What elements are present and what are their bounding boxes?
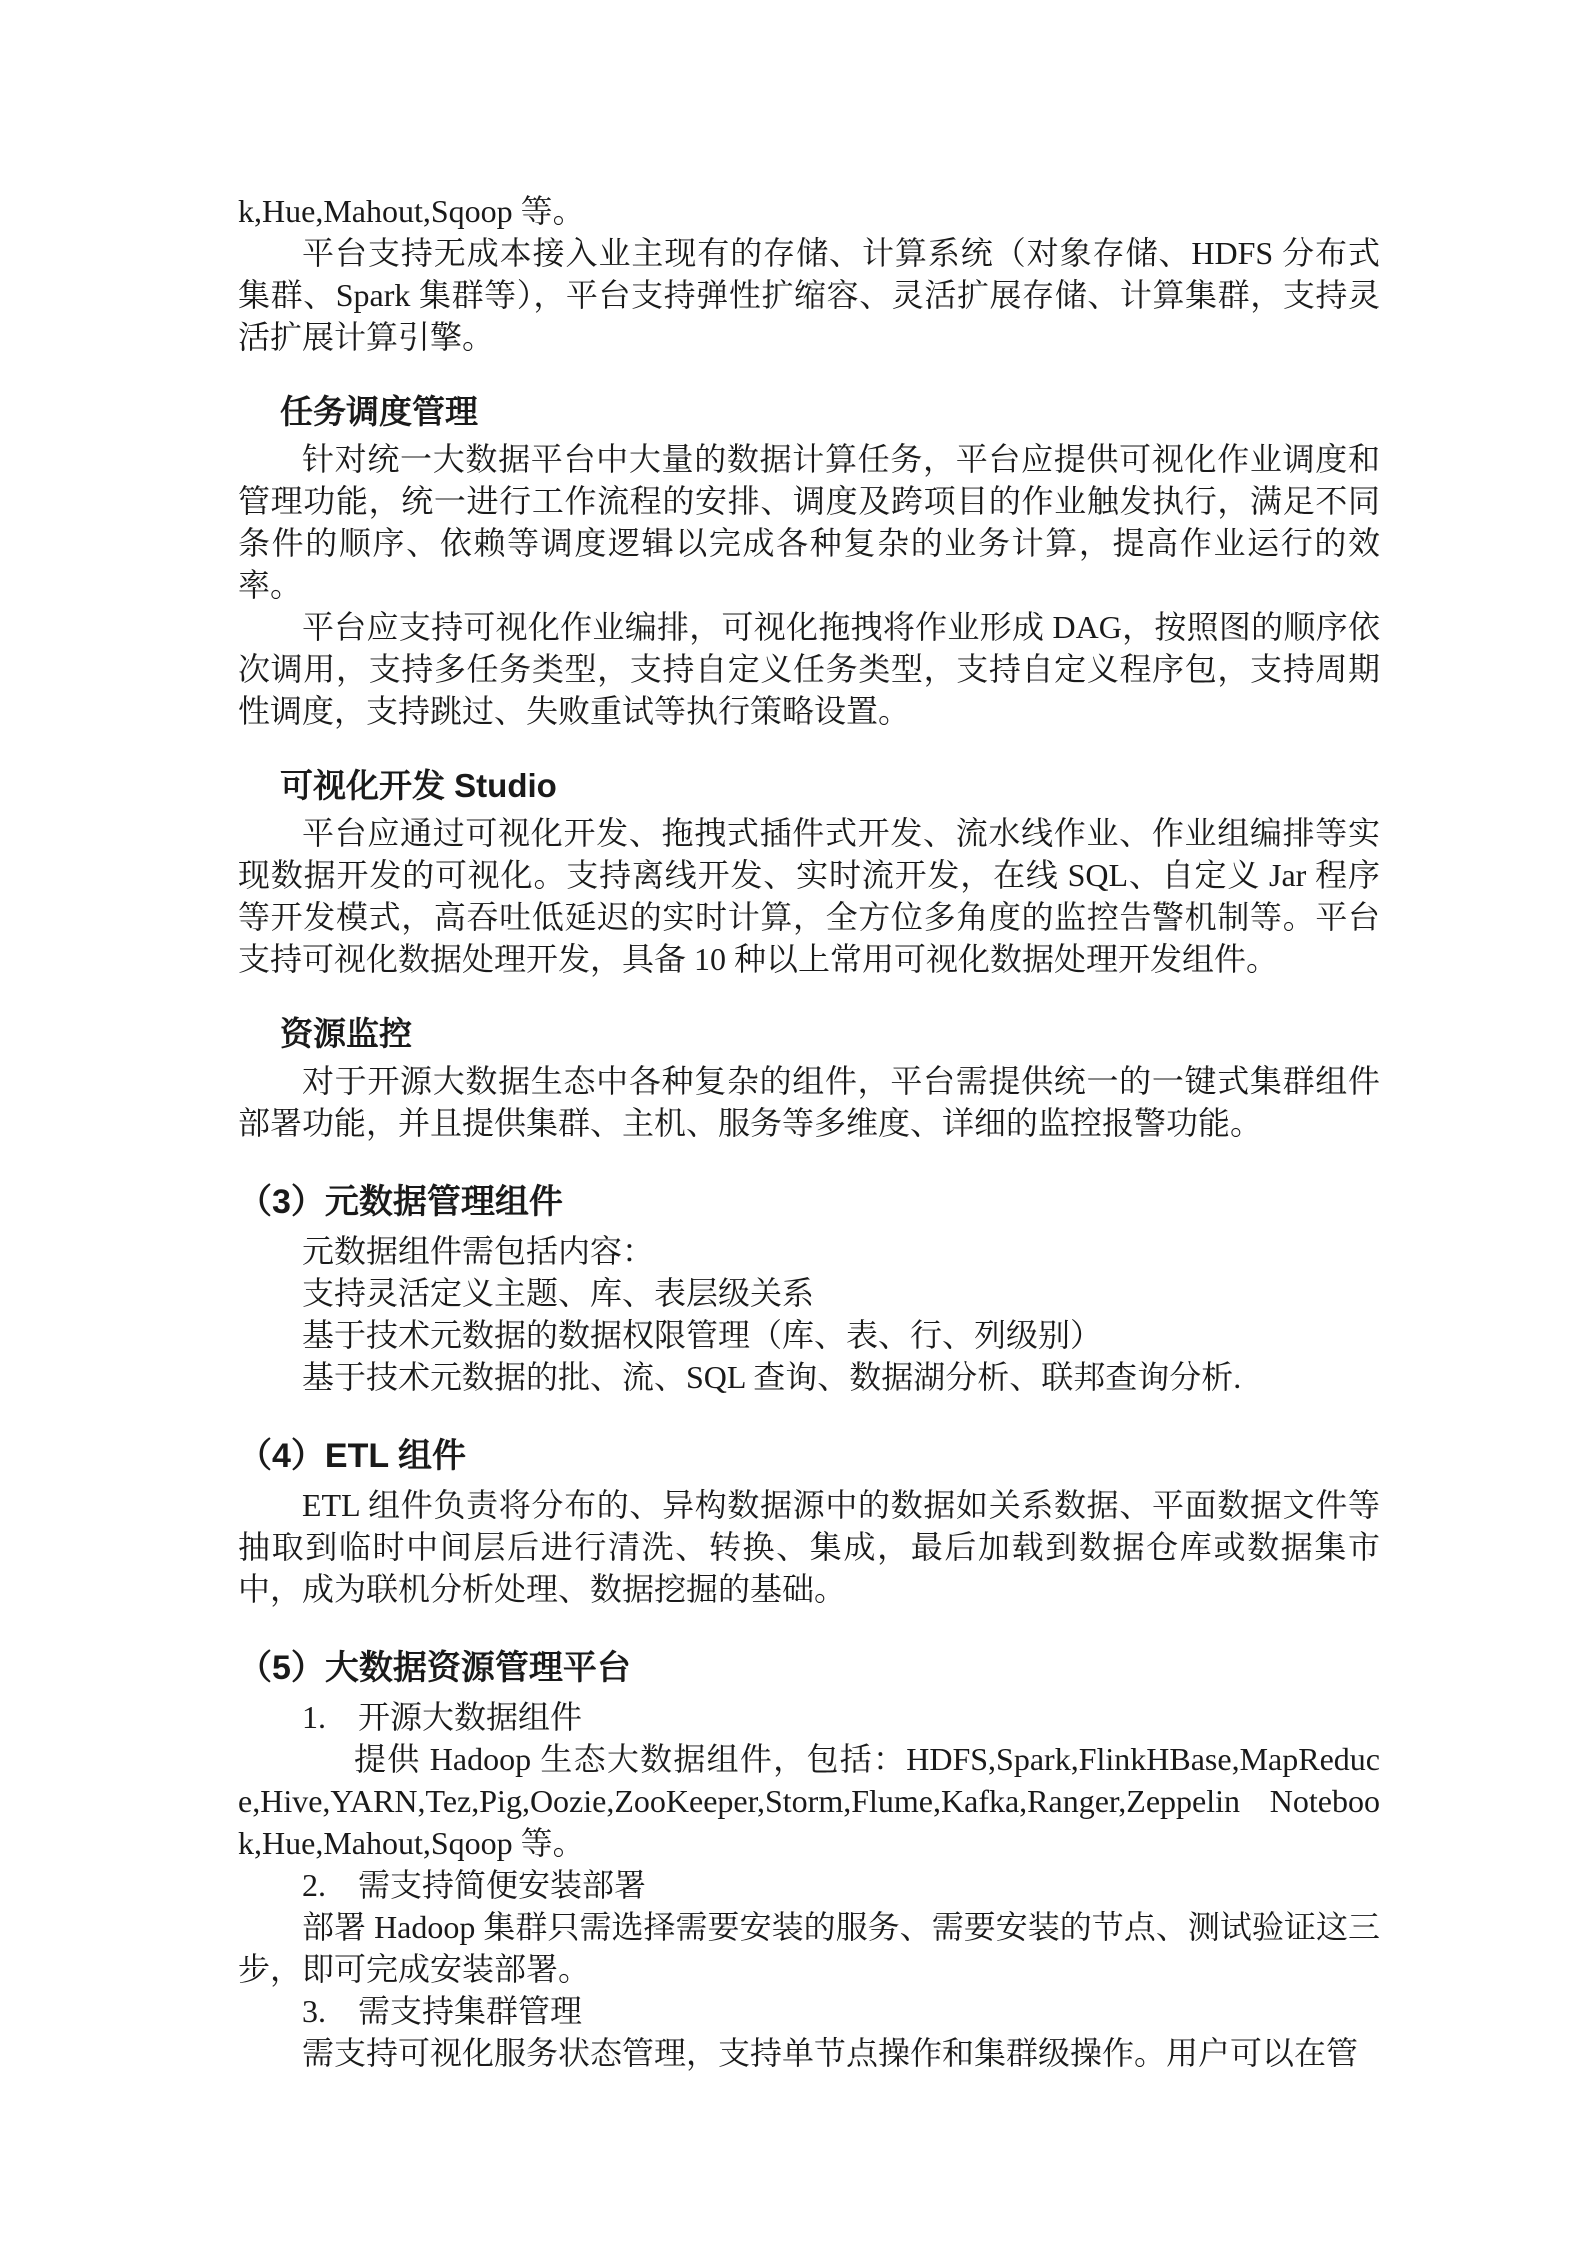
platform-item-1 <box>302 1696 1380 1738</box>
platform-item-3-label: 需支持集群管理 <box>358 1993 583 2029</box>
task-scheduling-paragraph-2: 平台应支持可视化作业编排，可视化拖拽将作业形成 DAG，按照图的顺序依次调用，支持多任务类型，支持自定义任务类型，支持自定义程序包，支持周期性调度，支持跳过、失败重试等执行策略设置。 <box>238 609 1380 729</box>
document-content <box>238 190 1380 2074</box>
platform-item-3-paragraph: 需支持可视化服务状态管理，支持单节点操作和集群级操作。用户可以在管 <box>302 2035 1359 2071</box>
intro-paragraph: 平台支持无成本接入业主现有的存储、计算系统（对象存储、HDFS 分布式集群、Spark 集群等），平台支持弹性扩缩容、灵活扩展存储、计算集群，支持灵活扩展计算引擎。 <box>238 235 1380 355</box>
metadata-line-permissions: 基于技术元数据的数据权限管理（库、表、行、列级别） <box>302 1317 1103 1353</box>
section-heading-etl-component: （4）ETL 组件 <box>238 1437 466 1475</box>
metadata-line-topics: 支持灵活定义主题、库、表层级关系 <box>302 1275 815 1311</box>
platform-item-1-number: 1. <box>302 1699 326 1735</box>
intro-continuation-line: k,Hue,Mahout,Sqoop 等。 <box>238 193 585 229</box>
platform-item-2-number: 2. <box>302 1867 326 1903</box>
visual-studio-paragraph: 平台应通过可视化开发、拖拽式插件式开发、流水线作业、作业组编排等实现数据开发的可视化。支持离线开发、实时流开发，在线 SQL、自定义 Jar 程序等开发模式，高吞吐低延迟的实时计算，全方位多角度的监控告警机制等。平台支持可视化数据处理开发，具备 10 种以上常用可视化数据处理开发组件。 <box>238 815 1380 977</box>
resource-monitoring-paragraph: 对于开源大数据生态中各种复杂的组件，平台需提供统一的一键式集群组件部署功能，并且提供集群、主机、服务等多维度、详细的监控报警功能。 <box>238 1063 1380 1141</box>
platform-item-2-label: 需支持简便安装部署 <box>358 1867 647 1903</box>
metadata-line-query: 基于技术元数据的批、流、SQL 查询、数据湖分析、联邦查询分析. <box>302 1359 1242 1395</box>
platform-item-3-number: 3. <box>302 1993 326 2029</box>
section-heading-visual-studio: 可视化开发 Studio <box>280 767 557 804</box>
platform-item-1-paragraph: 提供 Hadoop 生态大数据组件，包括：HDFS,Spark,FlinkHBase,MapReduce,Hive,YARN,Tez,Pig,Oozie,ZooKeeper,Storm,Flume,Kafka,Ranger,Zeppelin Notebook,Hue,Mahout,Sqoop 等。 <box>238 1741 1380 1861</box>
platform-item-3 <box>302 1990 1380 2032</box>
section-heading-bigdata-platform: （5）大数据资源管理平台 <box>238 1649 631 1687</box>
section-heading-resource-monitoring: 资源监控 <box>280 1015 412 1052</box>
platform-item-2 <box>302 1864 1380 1906</box>
etl-paragraph: ETL 组件负责将分布的、异构数据源中的数据如关系数据、平面数据文件等抽取到临时中间层后进行清洗、转换、集成，最后加载到数据仓库或数据集市中，成为联机分析处理、数据挖掘的基础。 <box>238 1487 1380 1607</box>
platform-item-1-label: 开源大数据组件 <box>358 1699 583 1735</box>
section-heading-metadata-component: （3）元数据管理组件 <box>238 1183 563 1221</box>
section-heading-task-scheduling: 任务调度管理 <box>280 393 478 430</box>
platform-item-2-paragraph: 部署 Hadoop 集群只需选择需要安装的服务、需要安装的节点、测试验证这三步，即可完成安装部署。 <box>238 1909 1380 1987</box>
task-scheduling-paragraph-1: 针对统一大数据平台中大量的数据计算任务，平台应提供可视化作业调度和管理功能，统一进行工作流程的安排、调度及跨项目的作业触发执行，满足不同条件的顺序、依赖等调度逻辑以完成各种复杂的业务计算，提高作业运行的效率。 <box>238 441 1380 603</box>
metadata-line-intro: 元数据组件需包括内容： <box>302 1233 655 1269</box>
